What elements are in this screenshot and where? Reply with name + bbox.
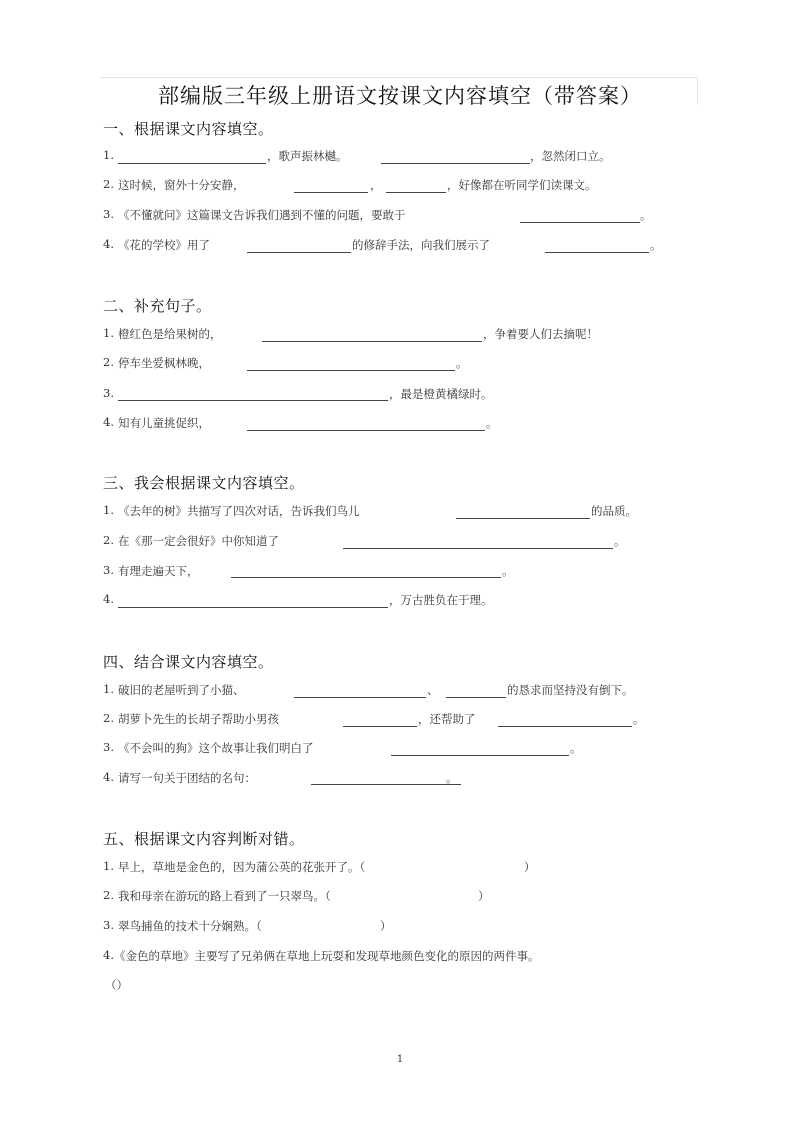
- s3-q1-text-1: 《去年的树》共描写了四次对话，告诉我们鸟儿: [118, 504, 360, 518]
- s4-q1-number: 1.: [103, 682, 114, 696]
- s5-q2-text-1: 我和母亲在游玩的路上看到了一只翠鸟。（: [118, 889, 331, 903]
- s3-q1-number: 1.: [103, 503, 114, 517]
- s1-q2-text-1: 这时候，窗外十分安静，: [118, 178, 245, 192]
- s4-q3-blank-1[interactable]: [391, 755, 569, 756]
- s5-q1-text-1: 早上，草地是金色的，因为蒲公英的花张开了。（: [118, 860, 366, 874]
- s4-q2-text-3: 。: [633, 712, 645, 726]
- section-4-heading: 四、结合课文内容填空。: [103, 653, 274, 671]
- s3-q3-number: 3.: [103, 563, 114, 577]
- s3-q2-text-1: 在《那一定会很好》中你知道了: [118, 534, 279, 548]
- section-1-heading: 一、根据课文内容填空。: [103, 120, 274, 138]
- s1-q1-text-1: ，歌声振林樾。: [267, 149, 348, 163]
- page-title: 部编版三年级上册语文按课文内容填空（带答案）: [158, 84, 642, 108]
- s5-q2-number: 2.: [103, 888, 114, 902]
- s3-q2-text-2: 。: [614, 534, 626, 548]
- s2-q1-text-2: ，争着要人们去摘呢！: [483, 327, 598, 341]
- s1-q1-blank-2[interactable]: [381, 163, 530, 164]
- s4-q1-blank-2[interactable]: [446, 697, 506, 698]
- s1-q1-text-2: ，忽然闭口立。: [530, 149, 611, 163]
- s1-q2-blank-2[interactable]: [386, 192, 446, 193]
- s4-q1-text-3: 的恳求而坚持没有倒下。: [507, 683, 634, 697]
- s5-q4-text-1: 《金色的草地》主要写了兄弟俩在草地上玩耍和发现草地颜色变化的原因的两件事。: [114, 949, 540, 963]
- s1-q3-blank-1[interactable]: [520, 222, 640, 223]
- s1-q1-number: 1.: [103, 148, 114, 162]
- s3-q2-number: 2.: [103, 533, 114, 547]
- section-2-heading: 二、补充句子。: [103, 297, 212, 315]
- page-number: 1: [396, 1054, 404, 1065]
- s4-q4-text-1: 请写一句关于团结的名句：: [118, 771, 256, 785]
- s5-q4-number: 4.: [103, 948, 114, 962]
- s4-q2-text-2: ，还帮助了: [418, 712, 476, 726]
- s1-q3-number: 3.: [103, 207, 114, 221]
- s4-q2-number: 2.: [103, 711, 114, 725]
- section-5-heading: 五、根据课文内容判断对错。: [103, 830, 305, 848]
- s3-q4-number: 4.: [103, 592, 114, 606]
- s4-q2-blank-1[interactable]: [343, 726, 417, 727]
- s4-q1-text-2: 、: [427, 683, 439, 697]
- s2-q3-number: 3.: [103, 386, 114, 400]
- s4-q4-blank-1[interactable]: [311, 784, 461, 785]
- s5-q2-text-2: ）: [478, 889, 490, 903]
- s3-q4-text-1: ，万古胜负在于理。: [389, 593, 493, 607]
- s2-q4-number: 4.: [103, 415, 114, 429]
- s5-q1-number: 1.: [103, 859, 114, 873]
- s2-q2-text-1: 停车坐爱枫林晚，: [118, 356, 210, 370]
- s1-q2-blank-1[interactable]: [294, 192, 368, 193]
- s1-q4-blank-1[interactable]: [247, 252, 351, 253]
- s2-q4-text-1: 知有儿童挑促织，: [118, 416, 210, 430]
- s5-q3-number: 3.: [103, 918, 114, 932]
- s1-q3-text-1: 《不懂就问》这篇课文告诉我们遇到不懂的问题，要敢于: [118, 208, 406, 222]
- s3-q3-text-2: 。: [502, 564, 514, 578]
- s2-q1-text-1: 橙红色是给果树的，: [118, 327, 222, 341]
- s2-q1-number: 1.: [103, 326, 114, 340]
- s1-q2-number: 2.: [103, 177, 114, 191]
- s4-q3-text-2: 。: [570, 741, 582, 755]
- s4-q1-blank-1[interactable]: [294, 697, 426, 698]
- s1-q1-blank-1[interactable]: [118, 163, 266, 164]
- s2-q3-text-1: ，最是橙黄橘绿时。: [389, 387, 493, 401]
- s4-q3-text-1: 《不会叫的狗》这个故事让我们明白了: [118, 741, 314, 755]
- s1-q2-text-3: ，好像都在听同学们读课文。: [447, 178, 597, 192]
- s3-q1-text-2: 的品质。: [591, 504, 637, 518]
- s2-q2-text-2: 。: [456, 356, 468, 370]
- s1-q4-text-3: 。: [650, 238, 662, 252]
- s1-q4-number: 4.: [103, 237, 114, 251]
- s4-q2-text-1: 胡萝卜先生的长胡子帮助小男孩: [118, 712, 279, 726]
- s2-q4-blank-1[interactable]: [247, 430, 485, 431]
- s5-q3-text-2: ）: [380, 919, 392, 933]
- s4-q4-number: 4.: [103, 770, 114, 784]
- s3-q1-blank-1[interactable]: [456, 518, 590, 519]
- s4-q4-text-2: 。: [446, 771, 458, 785]
- s4-q3-number: 3.: [103, 740, 114, 754]
- s5-q4-answer-parens: （）: [105, 978, 128, 992]
- s2-q4-text-2: 。: [486, 416, 498, 430]
- s1-q4-blank-2[interactable]: [545, 252, 649, 253]
- s5-q1-text-2: ）: [524, 860, 536, 874]
- section-3-heading: 三、我会根据课文内容填空。: [103, 474, 305, 492]
- s4-q1-text-1: 破旧的老屋听到了小猫、: [118, 683, 245, 697]
- s3-q4-blank-1[interactable]: [118, 607, 388, 608]
- s2-q2-blank-1[interactable]: [247, 370, 455, 371]
- header-rule: [100, 77, 698, 78]
- s1-q2-text-2: ，: [370, 178, 382, 192]
- s3-q3-text-1: 有理走遍天下，: [118, 564, 199, 578]
- s4-q2-blank-2[interactable]: [498, 726, 632, 727]
- s5-q3-text-1: 翠鸟捕鱼的技术十分娴熟。（: [118, 919, 262, 933]
- s1-q3-text-2: 。: [640, 208, 652, 222]
- s2-q3-blank-1[interactable]: [118, 400, 388, 401]
- s2-q1-blank-1[interactable]: [262, 341, 482, 342]
- s1-q4-text-1: 《花的学校》用了: [118, 238, 210, 252]
- s3-q3-blank-1[interactable]: [231, 577, 501, 578]
- s2-q2-number: 2.: [103, 355, 114, 369]
- s1-q4-text-2: 的修辞手法，向我们展示了: [352, 238, 490, 252]
- s3-q2-blank-1[interactable]: [343, 548, 613, 549]
